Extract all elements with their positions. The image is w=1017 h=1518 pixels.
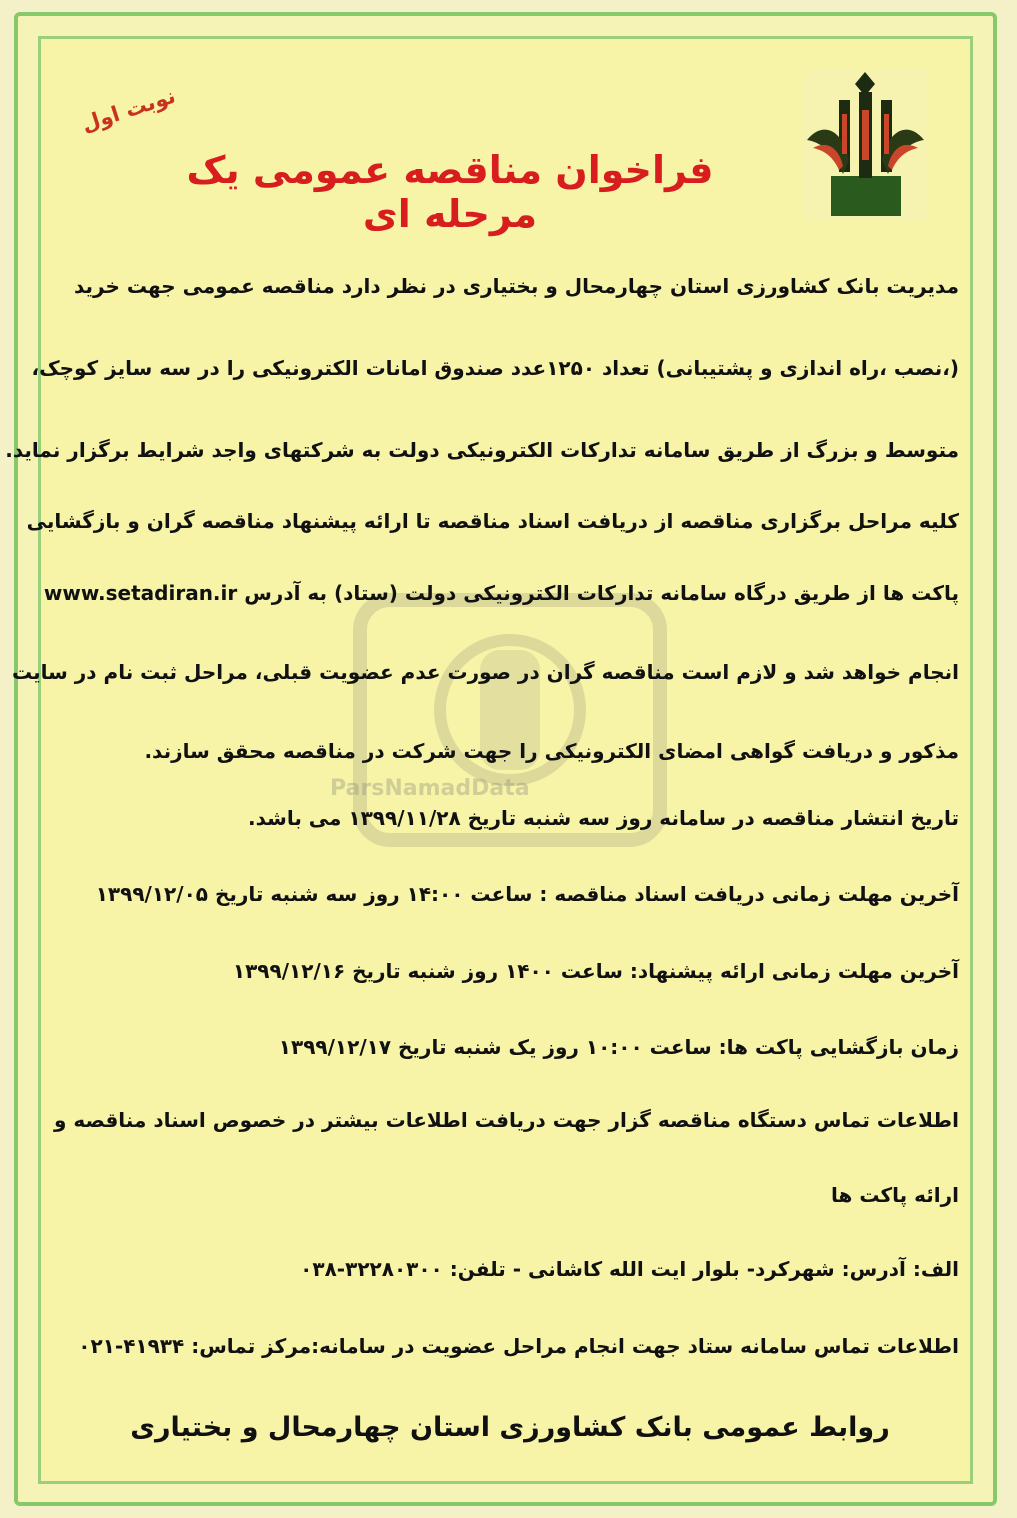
- body-line: ارائه پاکت ها: [831, 1183, 959, 1207]
- body-line: کلیه مراحل برگزاری مناقصه از دریافت اسناد مناقصه تا ارائه پیشنهاد مناقصه گران و بازگشایی: [26, 509, 959, 533]
- body-line: (،نصب ،راه اندازی و پشتیبانی) تعداد ۱۲۵۰عدد صندوق امانات الکترونیکی را در سه سایز کوچک،: [31, 356, 959, 380]
- body-line: انجام خواهد شد و لازم است مناقصه گران در صورت عدم عضویت قبلی، مراحل ثبت نام در سایت: [11, 660, 959, 684]
- body-line: تاریخ انتشار مناقصه در سامانه روز سه شنبه تاریخ ۱۳۹۹/۱۱/۲۸ می باشد.: [248, 806, 959, 830]
- body-line: آخرین مهلت زمانی دریافت اسناد مناقصه : ساعت ۱۴:۰۰ روز سه شنبه تاریخ ۱۳۹۹/۱۲/۰۵: [95, 882, 959, 906]
- footer-signature: روابط عمومی بانک کشاورزی استان چهارمحال و بختیاری: [130, 1412, 890, 1443]
- body-line: پاکت ها از طریق درگاه سامانه تدارکات الکترونیکی دولت (ستاد) به آدرس www.setadiran.ir: [43, 581, 959, 605]
- body-line: مدیریت بانک کشاورزی استان چهارمحال و بختیاری در نظر دارد مناقصه عمومی جهت خرید: [73, 274, 959, 298]
- notice-title: فراخوان مناقصه عمومی یک مرحله ای: [186, 148, 714, 236]
- body-line: اطلاعات تماس سامانه ستاد جهت انجام مراحل عضویت در سامانه:مرکز تماس: ۴۱۹۳۴-۰۲۱: [78, 1334, 959, 1358]
- bank-keshavarzi-logo: [803, 70, 928, 222]
- body-line: مذکور و دریافت گواهی امضای الکترونیکی را جهت شرکت در مناقصه محقق سازند.: [144, 739, 959, 763]
- watermark-text: ParsNamadData: [330, 776, 530, 801]
- watermark-logo: [320, 560, 700, 880]
- body-line: زمان بازگشایی پاکت ها: ساعت ۱۰:۰۰ روز یک شنبه تاریخ ۱۳۹۹/۱۲/۱۷: [278, 1035, 959, 1059]
- first-publication-stamp: نوبت اول: [78, 83, 179, 137]
- body-line: آخرین مهلت زمانی ارائه پیشنهاد: ساعت ۱۴۰۰ روز شنبه تاریخ ۱۳۹۹/۱۲/۱۶: [232, 959, 959, 983]
- body-line: اطلاعات تماس دستگاه مناقصه گزار جهت دریافت اطلاعات بیشتر در خصوص اسناد مناقصه و: [53, 1108, 959, 1132]
- body-line: الف: آدرس: شهرکرد- بلوار ایت الله کاشانی - تلفن: ۳۲۲۸۰۳۰۰-۰۳۸: [300, 1257, 959, 1281]
- body-line: متوسط و بزرگ از طریق سامانه تدارکات الکترونیکی دولت به شرکتهای واجد شرایط برگزار نماید.: [5, 438, 959, 462]
